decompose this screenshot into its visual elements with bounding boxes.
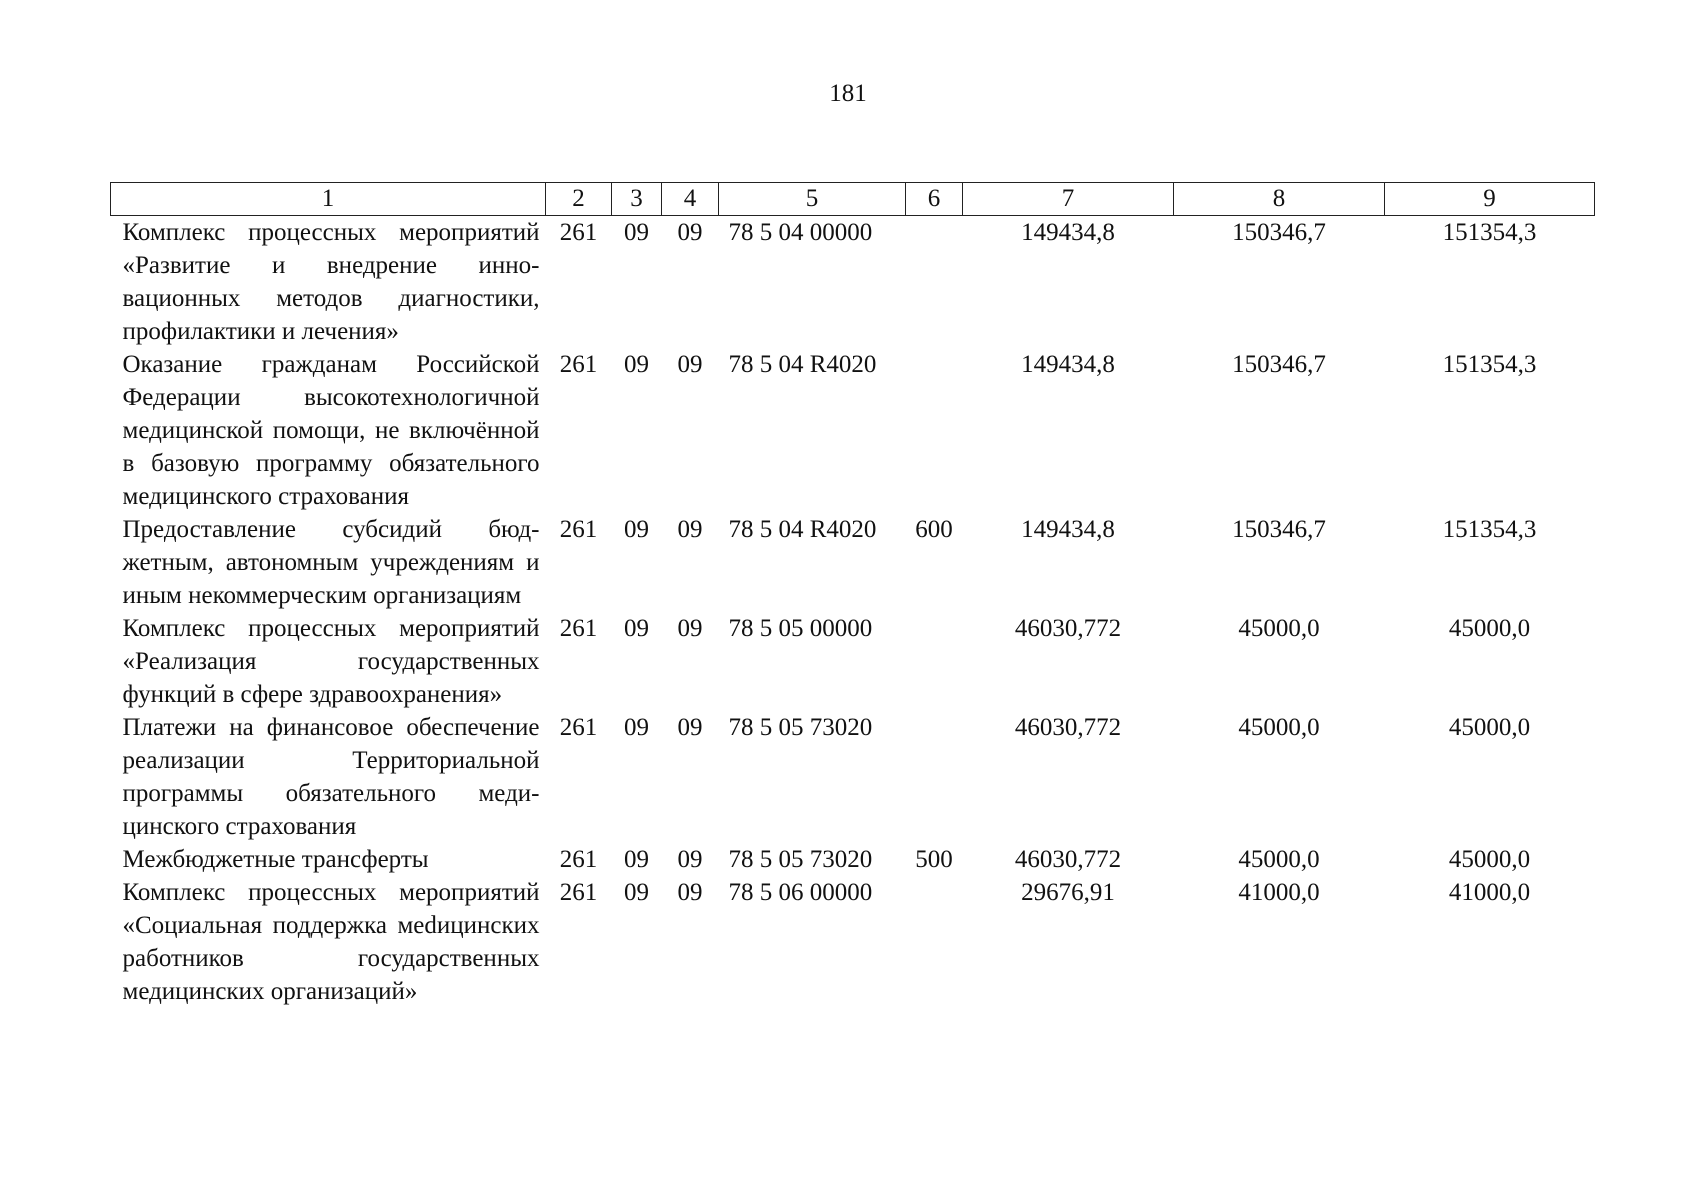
cell-col8: 45000,0 [1238, 846, 1320, 873]
cell-col9: 45000,0 [1448, 615, 1531, 642]
column-header: 6 [906, 183, 963, 216]
cell-col4: 09 [677, 615, 703, 642]
cell-col7: 149434,8 [1021, 516, 1115, 543]
cell-col6 [906, 216, 963, 349]
cell-col2: 261 [559, 351, 598, 378]
cell-col6: 500 [915, 846, 953, 873]
table-row [111, 612, 1595, 711]
row-name: Оказание гражданам Российской Федерации высокотехнологичной медицинской помощи, не включённой в базовую программу обязательного медицинского страхования [122, 351, 540, 510]
table-row [111, 711, 1595, 843]
cell-col2: 261 [559, 714, 598, 741]
cell-col3: 09 [624, 879, 649, 906]
cell-col9: 45000,0 [1448, 714, 1531, 741]
cell-col4: 09 [677, 351, 703, 378]
cell-col5: 78 5 05 00000 [728, 615, 873, 642]
cell-col9: 41000,0 [1448, 879, 1531, 906]
cell-col5: 78 5 04 R4020 [728, 351, 877, 378]
cell-col9: 151354,3 [1442, 516, 1537, 543]
table-row [111, 513, 1595, 612]
cell-col9: 151354,3 [1442, 219, 1537, 246]
column-header: 3 [612, 183, 662, 216]
cell-col8: 150346,7 [1232, 516, 1326, 543]
cell-col9: 45000,0 [1448, 846, 1531, 873]
cell-col6 [906, 348, 963, 513]
cell-col2: 261 [559, 615, 598, 642]
row-name: Комплекс процессных мероприятий «Реализация государственных функций в сфере здравоохранения» [122, 615, 540, 708]
cell-col3: 09 [624, 714, 649, 741]
cell-col7: 149434,8 [1021, 219, 1115, 246]
cell-col6 [906, 612, 963, 711]
cell-col2: 261 [559, 516, 598, 543]
cell-col8: 150346,7 [1232, 351, 1326, 378]
cell-col5: 78 5 04 00000 [728, 219, 873, 246]
cell-col2: 261 [559, 219, 598, 246]
column-header: 2 [546, 183, 612, 216]
column-header: 7 [963, 183, 1174, 216]
cell-col2: 261 [559, 846, 598, 873]
cell-col8: 45000,0 [1238, 714, 1320, 741]
cell-col5: 78 5 05 73020 [728, 846, 873, 873]
cell-col7: 46030,772 [1014, 846, 1122, 873]
column-header: 9 [1385, 183, 1595, 216]
cell-col5: 78 5 04 R4020 [728, 516, 877, 543]
column-header: 8 [1174, 183, 1385, 216]
row-name: Комплекс процессных мероприятий «Развитие и внедрение инновационных методов диагностики, профилактики и лечения» [122, 219, 540, 345]
cell-col7: 149434,8 [1021, 351, 1115, 378]
cell-col5: 78 5 06 00000 [728, 879, 873, 906]
cell-col6 [906, 711, 963, 843]
cell-col9: 151354,3 [1442, 351, 1537, 378]
cell-col4: 09 [677, 846, 703, 873]
cell-col8: 150346,7 [1232, 219, 1326, 246]
column-header: 1 [111, 183, 546, 216]
row-name: Межбюджетные трансферты [122, 846, 429, 873]
cell-col3: 09 [624, 516, 649, 543]
column-header: 4 [662, 183, 719, 216]
cell-col8: 41000,0 [1238, 879, 1320, 906]
row-name: Предоставление субсидий бюджетным, автономным учреждениям и иным некоммерческим организациям [122, 516, 540, 609]
cell-col7: 46030,772 [1014, 615, 1122, 642]
cell-col7: 46030,772 [1014, 714, 1122, 741]
cell-col3: 09 [624, 615, 649, 642]
column-number-row [111, 183, 1595, 216]
table-row [111, 843, 1595, 876]
column-header: 5 [719, 183, 906, 216]
cell-col2: 261 [559, 879, 598, 906]
cell-col5: 78 5 05 73020 [728, 714, 873, 741]
cell-col3: 09 [624, 351, 649, 378]
table-row [111, 876, 1595, 1008]
page-number: 181 [829, 80, 867, 107]
budget-table [110, 182, 1595, 1008]
row-name: Комплекс процессных мероприятий «Социальная поддержка меdицинских работников государственных медицинских организаций» [122, 879, 540, 1005]
table-row [111, 348, 1595, 513]
cell-col3: 09 [624, 846, 649, 873]
table-row [111, 216, 1595, 349]
row-name: Платежи на финансовое обеспечение реализации Территориальной программы обязательного медицинского страхования [122, 714, 540, 840]
cell-col6 [906, 876, 963, 1008]
cell-col8: 45000,0 [1238, 615, 1320, 642]
cell-col6: 600 [915, 516, 953, 543]
cell-col4: 09 [677, 714, 703, 741]
cell-col3: 09 [624, 219, 649, 246]
cell-col4: 09 [677, 879, 703, 906]
cell-col4: 09 [677, 516, 703, 543]
cell-col7: 29676,91 [1021, 879, 1115, 906]
cell-col4: 09 [677, 219, 703, 246]
